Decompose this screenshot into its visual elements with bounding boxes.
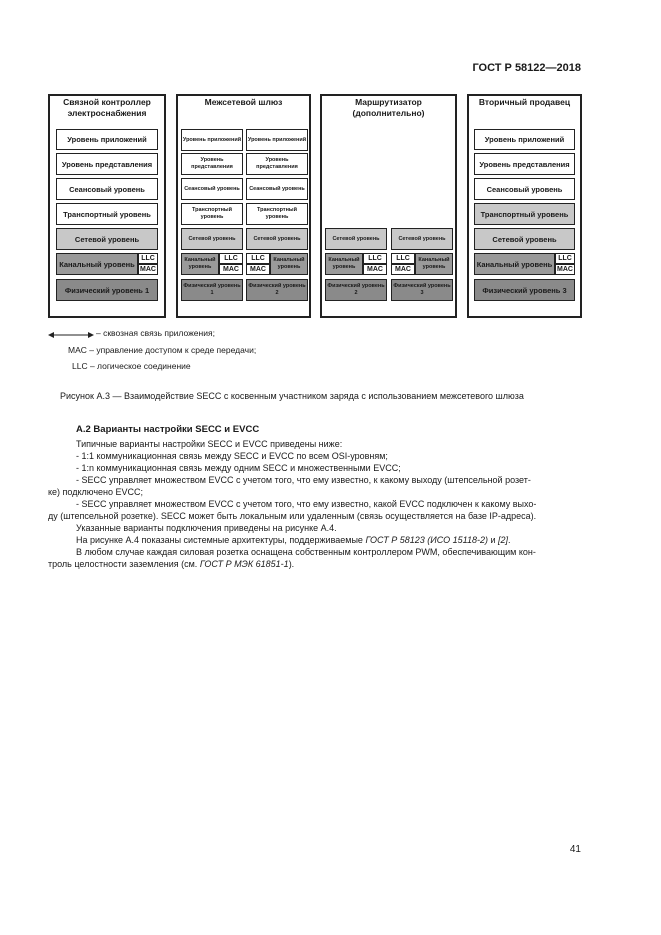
text-run: На рисунке А.4 показаны системные архитектуры, поддерживаемые [76,535,366,545]
llc-tag: LLC [219,253,243,264]
layer-session: Сеансовый уровень [181,178,243,200]
double-arrow-icon [48,331,94,339]
llc-tag: LLC [246,253,270,264]
layer-application: Уровень приложений [56,129,158,150]
column-title: Межсетевой шлюз [204,97,283,107]
text-run: троль целостности заземления (см. [48,559,200,569]
layer-network: Сетевой уровень [474,228,575,250]
layer-presentation: Уровень представления [56,153,158,175]
layer-session: Сеансовый уровень [246,178,308,200]
legend-llc: LLC – логическое соединение [72,361,191,371]
layer-application: Уровень приложений [181,129,243,151]
layer-network: Сетевой уровень [391,228,453,250]
layer-transport: Транспортный уровень [56,203,158,225]
layer-datalink: Канальный уровень [325,253,363,275]
layer-physical: Физический уровень 3 [474,279,575,301]
layer-datalink: Канальный уровень [415,253,453,275]
layer-datalink: Канальный уровень [56,253,138,275]
llc-tag: LLC [391,253,415,264]
llc-tag: LLC [138,253,158,264]
document-id: ГОСТ Р 58122—2018 [472,62,581,74]
legend-mac: MAC – управление доступом к среде передачи; [68,345,257,355]
column-title: Связной контроллер электроснабжения [63,97,151,118]
paragraph [48,558,294,571]
paragraph: В любом случае каждая силовая розетка оснащена собственным контроллером PWM, обеспечивающим кон- [76,547,536,557]
layer-physical-3: Физический уровень 3 [391,279,453,301]
layer-physical-2: Физический уровень 2 [325,279,387,301]
layer-presentation: Уровень представления [246,153,308,175]
page-number: 41 [569,844,581,855]
column-title: Маршрутизатор (дополнительно) [352,97,425,118]
layer-transport: Транспортный уровень [181,203,243,225]
column-gateway [176,94,311,318]
layer-application: Уровень приложений [474,129,575,150]
legend-end-to-end: – сквозная связь приложения; [96,328,215,338]
mac-tag: MAC [246,264,270,275]
reference-link[interactable]: [2] [498,535,509,545]
paragraph: - 1:n коммуникационная связь между одним SECC и множественными EVCC; [76,463,401,473]
column-title: Вторичный продавец [478,97,571,107]
layer-application: Уровень приложений [246,129,308,151]
layer-transport: Транспортный уровень [474,203,575,225]
paragraph: ке) подключено EVCC; [48,487,143,497]
column-secondary-actor [467,94,582,318]
layer-network: Сетевой уровень [56,228,158,250]
layer-physical-1: Физический уровень 1 [181,279,243,301]
layer-network: Сетевой уровень [181,228,243,250]
layer-datalink: Канальный уровень [181,253,219,275]
reference-link[interactable]: ГОСТ Р МЭК 61851-1 [199,559,289,569]
layer-physical-2: Физический уровень 2 [246,279,308,301]
layer-presentation: Уровень представления [474,153,575,175]
paragraph: Типичные варианты настройки SECC и EVCC приведены ниже: [76,439,343,449]
text-run: ). [288,559,295,569]
reference-link[interactable]: ГОСТ Р 58123 (ИСО 15118-2) [365,535,488,545]
section-title: А.2 Варианты настройки SECC и EVCC [76,424,260,435]
layer-transport: Транспортный уровень [246,203,308,225]
llc-tag: LLC [363,253,387,264]
layer-network: Сетевой уровень [246,228,308,250]
mac-tag: MAC [363,264,387,275]
text-run: и [487,535,498,545]
column-secc [48,94,166,318]
layer-session: Сеансовый уровень [56,178,158,200]
layer-session: Сеансовый уровень [474,178,575,200]
column-router [320,94,457,318]
paragraph: ду (штепсельной розетке). SECC может быть локальным или удаленным (связь осуществляется на базе IP-адреса). [48,511,537,521]
mac-tag: MAC [138,264,158,275]
mac-tag: MAC [391,264,415,275]
text-run: . [508,535,511,545]
layer-datalink: Канальный уровень [474,253,555,275]
layer-presentation: Уровень представления [181,153,243,175]
llc-tag: LLC [555,253,575,264]
paragraph [76,534,511,547]
layer-network: Сетевой уровень [325,228,387,250]
paragraph: - 1:1 коммуникационная связь между SECC и EVCC по всем OSI-уровням; [76,451,388,461]
figure-caption: Рисунок А.3 — Взаимодействие SECC с косвенным участником заряда с использованием межсетевого шлюза [60,391,524,401]
layer-datalink: Канальный уровень [270,253,308,275]
paragraph: - SECC управляет множеством EVCC с учетом того, что ему известно, какой EVCC подключен к какому выхо- [76,499,537,509]
paragraph: Указанные варианты подключения приведены на рисунке А.4. [76,523,337,533]
paragraph: - SECC управляет множеством EVCC с учетом того, что ему известно, к какому выходу (штепсельной розет- [76,475,531,485]
layer-physical: Физический уровень 1 [56,279,158,301]
mac-tag: MAC [555,264,575,275]
mac-tag: MAC [219,264,243,275]
